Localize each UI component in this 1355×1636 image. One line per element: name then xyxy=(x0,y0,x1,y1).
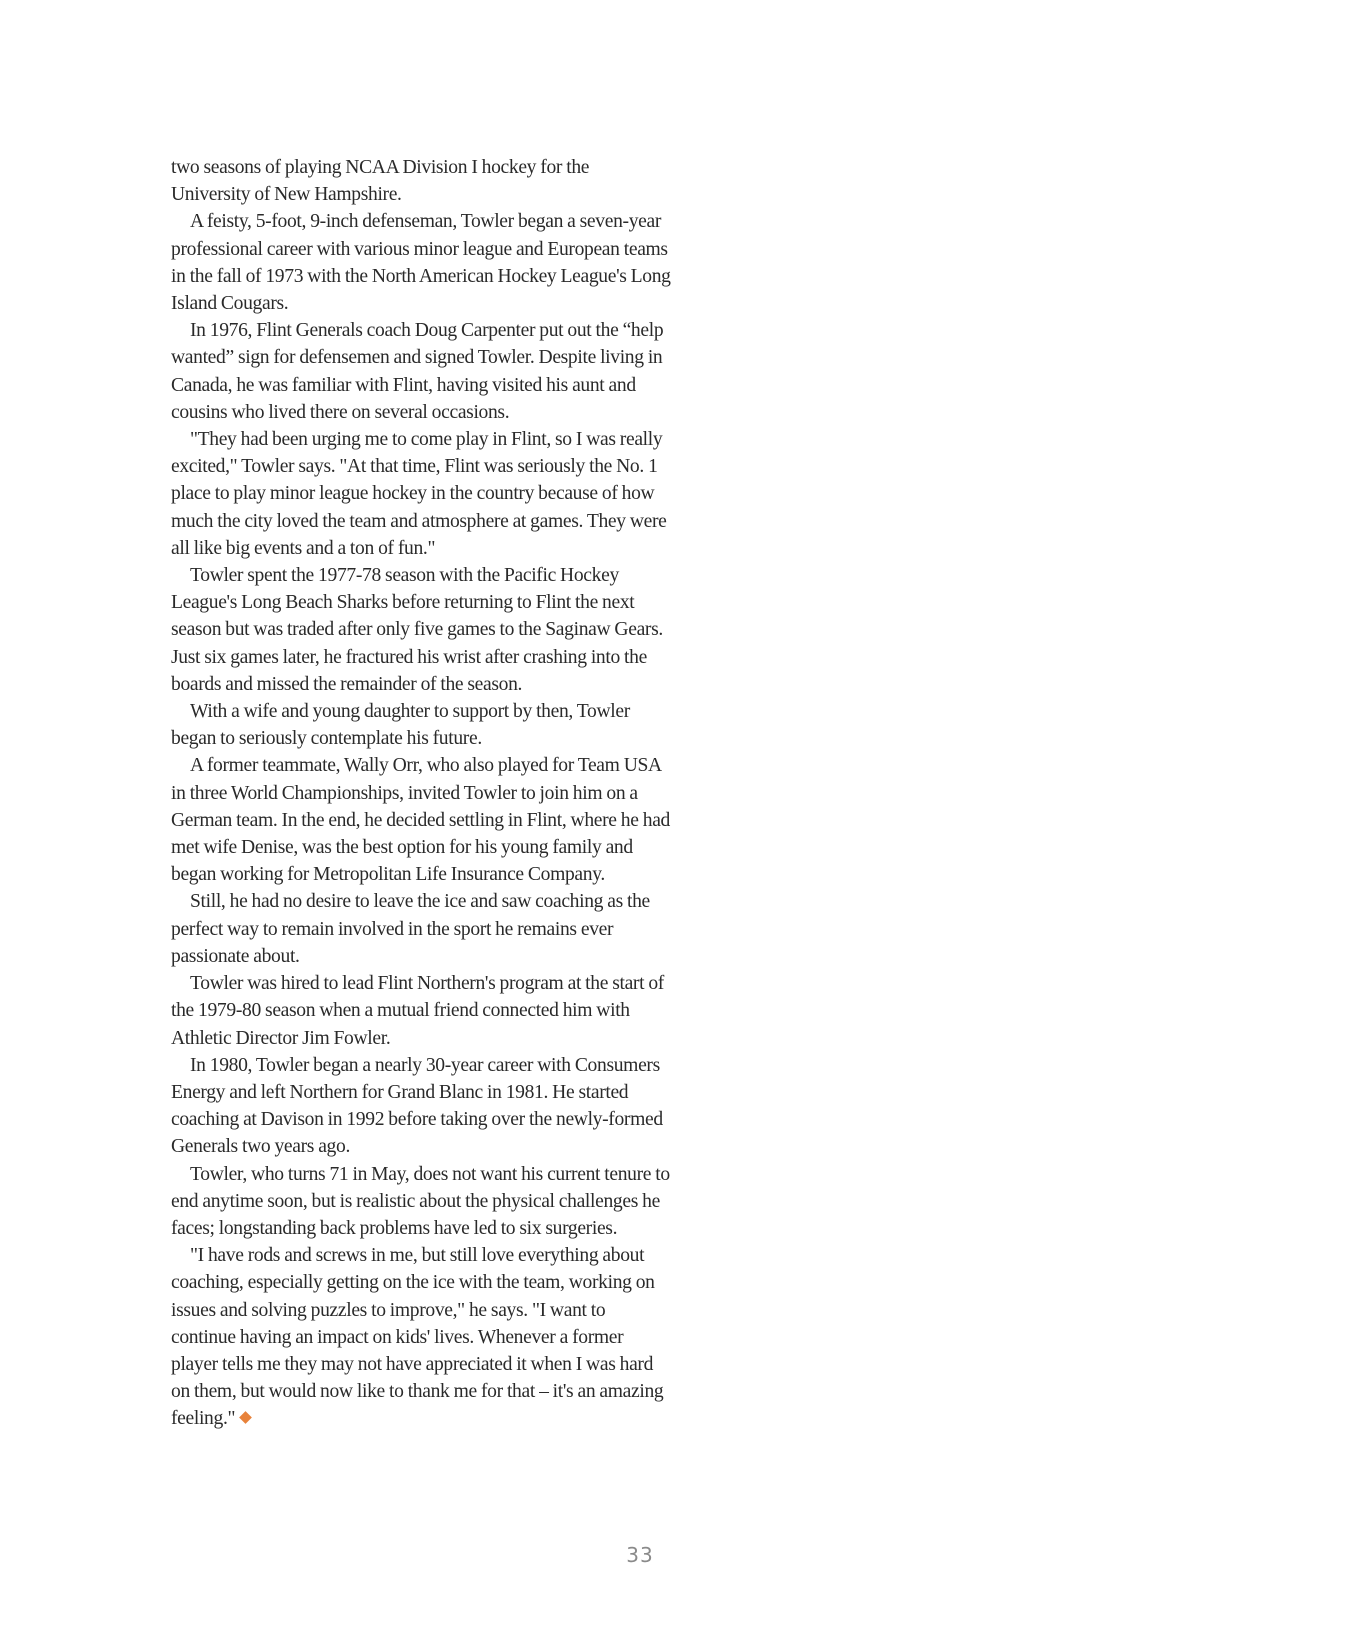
article-paragraph: With a wife and young daughter to support by then, Towler began to seriously contemplate his future. xyxy=(171,701,630,750)
article-paragraph: two seasons of playing NCAA Division I hockey for the University of New Hampshire. xyxy=(171,157,590,206)
article-paragraph: Towler, who turns 71 in May, does not want his current tenure to end anytime soon, but is realistic about the physical challenges he faces; longstanding back problems have led to six surgeries. xyxy=(171,1163,670,1239)
article-paragraph: In 1980, Towler began a nearly 30-year career with Consumers Energy and left Northern for Grand Blanc in 1981. He started coaching at Davison in 1992 before taking over the newly-formed Generals two years ago. xyxy=(171,1054,663,1158)
article-paragraph-text: "I have rods and screws in me, but still love everything about coaching, especially getting on the ice with the team, working on issues and solving puzzles to improve," he says. "I want to continue having an impact on kids' lives. Whenever a former player tells me they may not have appreciated it when I was hard on them, but would now like to thank me for that – it's an amazing feeling." xyxy=(171,1245,664,1430)
article-paragraph: Still, he had no desire to leave the ice and saw coaching as the perfect way to remain involved in the sport he remains ever passionate about. xyxy=(171,891,650,967)
article-paragraph: Towler was hired to lead Flint Northern's program at the start of the 1979-80 season when a mutual friend connected him with Athletic Director Jim Fowler. xyxy=(171,973,664,1049)
article-paragraph: A former teammate, Wally Orr, who also played for Team USA in three World Championships, invited Towler to join him on a German team. In the end, he decided settling in Flint, where he had met wife Denise, was the best option for his young family and began working for Metropolitan Life Insurance Company. xyxy=(171,755,670,886)
article-paragraph: In 1976, Flint Generals coach Doug Carpenter put out the “help wanted” sign for defensemen and signed Towler. Despite living in Canada, he was familiar with Flint, having visited his aunt and cousins who lived there on several occasions. xyxy=(171,320,664,423)
page-number: 33 xyxy=(626,1543,654,1567)
article-body xyxy=(171,154,671,1433)
article-paragraph-final xyxy=(171,1242,671,1432)
article-paragraph: A feisty, 5-foot, 9-inch defenseman, Towler began a seven-year professional career with various minor league and European teams in the fall of 1973 with the North American Hockey League's Long Island Cougars. xyxy=(171,211,671,315)
article-paragraph: "They had been urging me to come play in Flint, so I was really excited," Towler says. "At that time, Flint was seriously the No. 1 place to play minor league hockey in the country because of how much the city loved the team and atmosphere at games. They were all like big events and a ton of fun." xyxy=(171,429,667,559)
article-paragraph: Towler spent the 1977-78 season with the Pacific Hockey League's Long Beach Sharks before returning to Flint the next season but was traded after only five games to the Saginaw Gears. Just six games later, he fractured his wrist after crashing into the boards and missed the remainder of the season. xyxy=(171,565,663,695)
end-of-story-diamond-icon xyxy=(239,1411,252,1424)
